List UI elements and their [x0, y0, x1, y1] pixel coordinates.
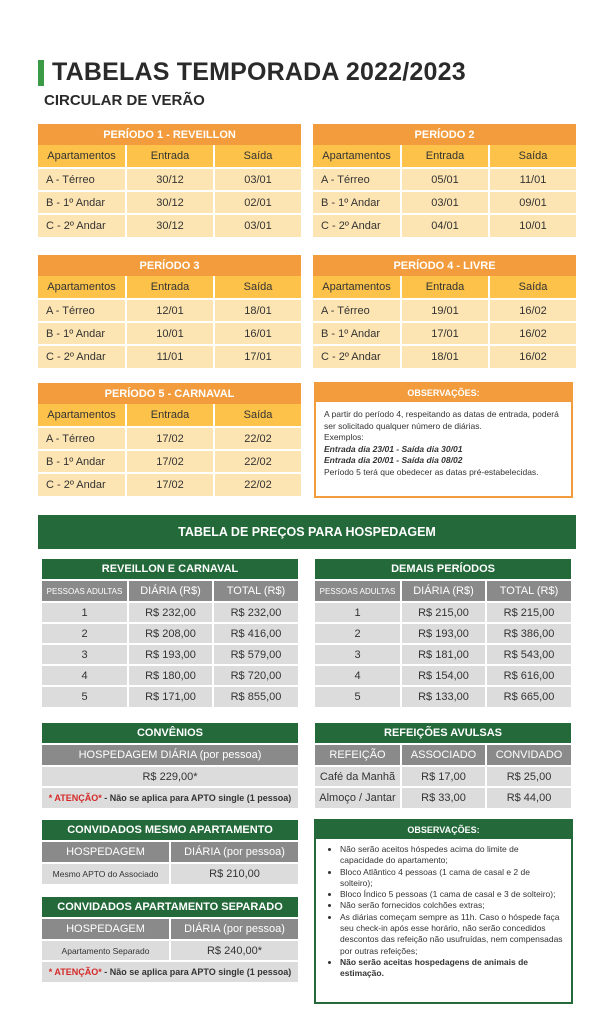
cell: R$ 665,00: [486, 686, 571, 707]
period-4-table: [313, 255, 576, 368]
cell: B - 1º Andar: [38, 191, 126, 214]
refeicoes-avulsas-table: [315, 723, 571, 808]
table-row: [38, 214, 301, 237]
table-row: [38, 299, 301, 322]
cell: A - Térreo: [38, 427, 126, 450]
cell: R$ 33,00: [401, 787, 486, 808]
cell: 11/01: [489, 168, 576, 191]
observations-list: [316, 839, 571, 980]
cell: R$ 17,00: [401, 766, 486, 787]
convidados-mesmo-apto-table: [42, 820, 298, 884]
cell: R$ 855,00: [213, 686, 298, 707]
cell: B - 1º Andar: [38, 322, 126, 345]
convenios-table: [42, 723, 298, 808]
table-row: [42, 686, 298, 707]
cell: 5: [42, 686, 128, 707]
page-title: TABELAS TEMPORADA 2022/2023: [52, 58, 466, 86]
title-accent-bar: [38, 60, 44, 86]
table-row: [313, 191, 576, 214]
cell: C - 2º Andar: [313, 345, 401, 368]
cell: 18/01: [214, 299, 301, 322]
column-header: Apartamentos: [38, 404, 126, 427]
cell: 17/01: [214, 345, 301, 368]
column-header: Entrada: [401, 145, 489, 168]
period-3-table: [38, 255, 301, 368]
cell: 30/12: [126, 214, 214, 237]
column-header: Saída: [214, 276, 301, 299]
column-header: Entrada: [126, 276, 214, 299]
cell: 4: [42, 665, 128, 686]
cell: R$ 240,00*: [170, 940, 298, 961]
table-row: [315, 644, 571, 665]
table-row: [315, 686, 571, 707]
cell: 03/01: [214, 168, 301, 191]
cell: 30/12: [126, 191, 214, 214]
cell: R$ 154,00: [401, 665, 486, 686]
table-row: [38, 473, 301, 496]
column-header: DIÁRIA (por pessoa): [170, 841, 298, 863]
cell: 16/01: [214, 322, 301, 345]
cell: 16/02: [489, 322, 576, 345]
convidados-apto-separado-table: [42, 897, 298, 982]
cell: R$ 193,00: [128, 644, 213, 665]
column-header: Entrada: [126, 145, 214, 168]
cell: R$ 44,00: [486, 787, 571, 808]
convenio-price: R$ 229,00*: [42, 766, 298, 787]
column-header: CONVIDADO: [486, 744, 571, 766]
cell: 17/01: [401, 322, 489, 345]
table-row: [38, 450, 301, 473]
table-row: [42, 644, 298, 665]
period-title: PERÍODO 1 - REVEILLON: [103, 128, 236, 141]
table-row: [315, 766, 571, 787]
cell: 22/02: [214, 427, 301, 450]
column-header: DIÁRIA (R$): [128, 580, 213, 602]
attention-label: * ATENÇÃO*: [48, 793, 102, 803]
cell: R$ 579,00: [213, 644, 298, 665]
cell: R$ 180,00: [128, 665, 213, 686]
list-item: • As diárias começam sempre as 11h. Caso o hóspede faça seu check-in após esse horário, não serão concedidos descontos das refeição não usufruídas, nem compensadas por outras refeições;: [340, 912, 563, 957]
cell: C - 2º Andar: [313, 214, 401, 237]
observations-box-rules: [314, 819, 573, 1004]
period-2-table: [313, 124, 576, 237]
cell: B - 1º Andar: [38, 450, 126, 473]
cell: 17/02: [126, 473, 214, 496]
reveillon-carnaval-price-table: [42, 559, 298, 707]
cell: R$ 543,00: [486, 644, 571, 665]
cell: R$ 416,00: [213, 623, 298, 644]
cell: 02/01: [214, 191, 301, 214]
cell: R$ 386,00: [486, 623, 571, 644]
list-item: • Bloco Índico 5 pessoas (1 cama de casal e 3 de solteiro);: [340, 889, 563, 900]
cell: 17/02: [126, 450, 214, 473]
column-header: TOTAL (R$): [213, 580, 298, 602]
column-header: Saída: [489, 276, 576, 299]
table-title: CONVÊNIOS: [42, 723, 298, 744]
cell: Mesmo APTO do Associado: [42, 863, 170, 884]
list-item: • Não serão aceitos hóspedes acima do limite de capacidade do apartamento;: [340, 844, 563, 867]
table-row: [315, 623, 571, 644]
table-row: [42, 623, 298, 644]
cell: R$ 720,00: [213, 665, 298, 686]
cell: C - 2º Andar: [38, 214, 126, 237]
table-row: [42, 863, 298, 884]
cell: 3: [315, 644, 401, 665]
column-header: Apartamentos: [313, 276, 401, 299]
table-row: [313, 299, 576, 322]
cell: 11/01: [126, 345, 214, 368]
cell: R$ 181,00: [401, 644, 486, 665]
cell: 16/02: [489, 345, 576, 368]
observation-text: Período 5 terá que obedecer as datas pré-estabelecidas.: [324, 466, 539, 477]
page-subtitle: CIRCULAR DE VERÃO: [44, 92, 205, 109]
cell: 2: [315, 623, 401, 644]
price-table-banner: TABELA DE PREÇOS PARA HOSPEDAGEM: [38, 515, 576, 549]
cell: R$ 133,00: [401, 686, 486, 707]
column-header: Entrada: [401, 276, 489, 299]
cell: R$ 171,00: [128, 686, 213, 707]
table-title: REVEILLON E CARNAVAL: [42, 559, 298, 580]
cell: Apartamento Separado: [42, 940, 170, 961]
observations-box-periods: [314, 382, 573, 498]
table-title: DEMAIS PERÍODOS: [315, 559, 571, 580]
cell: R$ 210,00: [170, 863, 298, 884]
cell: R$ 616,00: [486, 665, 571, 686]
cell: R$ 232,00: [128, 602, 213, 623]
column-header: ASSOCIADO: [401, 744, 486, 766]
cell: 1: [315, 602, 401, 623]
cell: 18/01: [401, 345, 489, 368]
table-row: [313, 322, 576, 345]
cell: R$ 208,00: [128, 623, 213, 644]
cell: 12/01: [126, 299, 214, 322]
cell: A - Térreo: [38, 168, 126, 191]
period-title: PERÍODO 4 - LIVRE: [393, 259, 496, 272]
period-title: PERÍODO 5 - CARNAVAL: [104, 387, 235, 400]
cell: 4: [315, 665, 401, 686]
period-title: PERÍODO 3: [139, 259, 200, 272]
cell: 2: [42, 623, 128, 644]
cell: 22/02: [214, 473, 301, 496]
table-row: [313, 214, 576, 237]
observation-text: A partir do período 4, respeitando as datas de entrada, poderá ser solicitado qualquer número de diárias.: [324, 409, 559, 431]
period-5-table: [38, 383, 301, 496]
column-header: Saída: [489, 145, 576, 168]
column-header: Entrada: [126, 404, 214, 427]
table-title: REFEIÇÕES AVULSAS: [315, 723, 571, 744]
cell: 05/01: [401, 168, 489, 191]
cell: 22/02: [214, 450, 301, 473]
list-item: • Bloco Atlântico 4 pessoas (1 cama de casal e 2 de solteiro);: [340, 867, 563, 890]
table-row: [38, 168, 301, 191]
table-row: [38, 322, 301, 345]
table-title: CONVIDADOS MESMO APARTAMENTO: [42, 820, 298, 841]
cell: 10/01: [126, 322, 214, 345]
table-row: [38, 191, 301, 214]
cell: A - Térreo: [313, 299, 401, 322]
cell: R$ 232,00: [213, 602, 298, 623]
column-header: Apartamentos: [38, 276, 126, 299]
column-header: TOTAL (R$): [486, 580, 571, 602]
cell: 1: [42, 602, 128, 623]
attention-text: - Não se aplica para APTO single (1 pessoa): [101, 967, 292, 977]
cell: C - 2º Andar: [38, 345, 126, 368]
table-row: [313, 168, 576, 191]
table-row: [38, 427, 301, 450]
attention-label: * ATENÇÃO*: [48, 967, 102, 977]
cell: Café da Manhã: [315, 766, 401, 787]
column-header: Apartamentos: [38, 145, 126, 168]
cell: A - Térreo: [38, 299, 126, 322]
period-title: PERÍODO 2: [414, 128, 475, 141]
demais-periodos-price-table: [315, 559, 571, 707]
observations-title: OBSERVAÇÕES:: [316, 384, 571, 402]
column-header: DIÁRIA (por pessoa): [170, 918, 298, 940]
table-row: [38, 345, 301, 368]
cell: A - Térreo: [313, 168, 401, 191]
cell: 30/12: [126, 168, 214, 191]
column-header: HOSPEDAGEM: [42, 918, 170, 940]
cell: 03/01: [401, 191, 489, 214]
cell: 16/02: [489, 299, 576, 322]
cell: 5: [315, 686, 401, 707]
column-header: REFEIÇÃO: [315, 744, 401, 766]
observation-example: Entrada dia 20/01 - Saída dia 08/02: [324, 455, 463, 465]
cell: 04/01: [401, 214, 489, 237]
column-header: PESSOAS ADULTAS: [315, 580, 401, 602]
column-header: DIÁRIA (R$): [401, 580, 486, 602]
table-row: [42, 602, 298, 623]
cell: 10/01: [489, 214, 576, 237]
cell: R$ 193,00: [401, 623, 486, 644]
attention-text: - Não se aplica para APTO single (1 pessoa): [101, 793, 292, 803]
column-header: Apartamentos: [313, 145, 401, 168]
observations-title: OBSERVAÇÕES:: [316, 821, 571, 839]
cell: 03/01: [214, 214, 301, 237]
column-header: HOSPEDAGEM: [42, 841, 170, 863]
cell: 19/01: [401, 299, 489, 322]
table-row: [315, 787, 571, 808]
column-header: HOSPEDAGEM DIÁRIA (por pessoa): [42, 744, 298, 766]
table-row: [42, 940, 298, 961]
cell: B - 1º Andar: [313, 191, 401, 214]
cell: R$ 215,00: [401, 602, 486, 623]
cell: 3: [42, 644, 128, 665]
column-header: Saída: [214, 145, 301, 168]
column-header: Saída: [214, 404, 301, 427]
period-1-table: [38, 124, 301, 237]
cell: R$ 25,00: [486, 766, 571, 787]
column-header: PESSOAS ADULTAS: [42, 580, 128, 602]
observation-text: Exemplos:: [324, 432, 364, 442]
cell: B - 1º Andar: [313, 322, 401, 345]
cell: 17/02: [126, 427, 214, 450]
table-title: CONVIDADOS APARTAMENTO SEPARADO: [42, 897, 298, 918]
cell: 09/01: [489, 191, 576, 214]
list-item: • Não serão fornecidos colchões extras;: [340, 900, 563, 911]
cell: Almoço / Jantar: [315, 787, 401, 808]
observation-example: Entrada dia 23/01 - Saída dia 30/01: [324, 443, 463, 454]
list-item: • Não serão aceitas hospedagens de animais de estimação.: [340, 957, 563, 980]
cell: C - 2º Andar: [38, 473, 126, 496]
attention-note: [42, 961, 298, 982]
table-row: [42, 665, 298, 686]
table-row: [313, 345, 576, 368]
table-row: [315, 665, 571, 686]
table-row: [315, 602, 571, 623]
attention-note: [42, 787, 298, 808]
cell: R$ 215,00: [486, 602, 571, 623]
